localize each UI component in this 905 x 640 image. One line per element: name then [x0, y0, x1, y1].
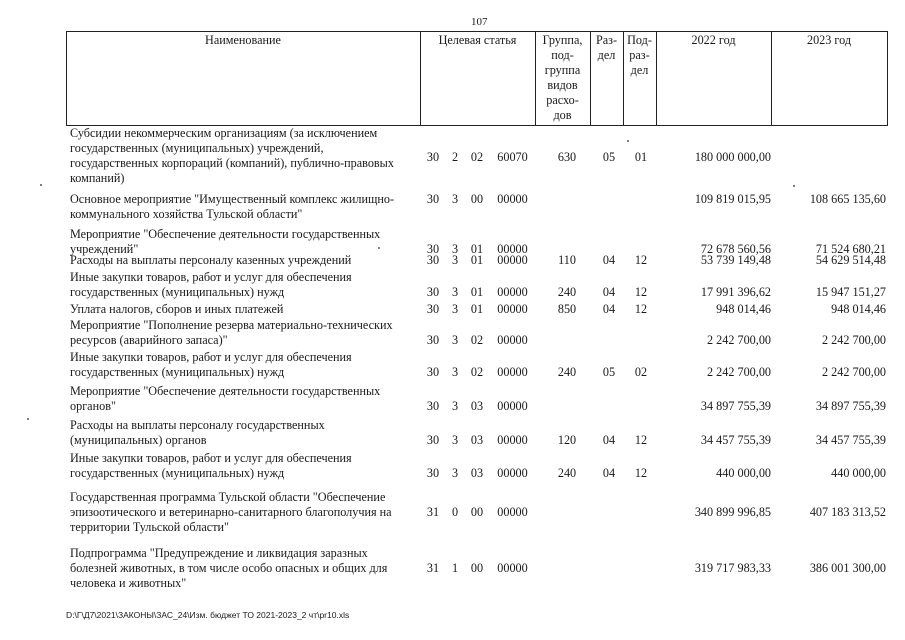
row-name-line: государственных (муниципальных) нужд — [70, 285, 285, 299]
header-top-border — [66, 31, 888, 32]
cell-c3: 03 — [470, 466, 484, 480]
cell-c1: 30 — [426, 433, 440, 447]
cell-y2022: 53 739 149,48 — [700, 253, 771, 267]
cell-y2023: 71 524 680,21 — [815, 242, 886, 256]
page-number: 107 — [471, 16, 488, 28]
cell-y2023: 407 183 313,52 — [809, 505, 886, 519]
cell-c4: 60070 — [497, 150, 528, 164]
cell-c3: 01 — [470, 302, 484, 316]
cell-c3: 01 — [470, 285, 484, 299]
cell-y2022: 17 991 396,62 — [700, 285, 771, 299]
row-name-line: органов" — [70, 399, 116, 413]
cell-section: 04 — [602, 302, 616, 316]
cell-c2: 3 — [451, 466, 459, 480]
cell-group: 120 — [557, 433, 577, 447]
cell-y2023: 2 242 700,00 — [822, 365, 886, 379]
header-2022: 2022 год — [691, 33, 736, 47]
cell-c2: 3 — [451, 242, 459, 256]
cell-c2: 3 — [451, 365, 459, 379]
cell-y2023: 54 629 514,48 — [815, 253, 886, 267]
scan-speck — [627, 140, 629, 142]
cell-group: 630 — [557, 150, 577, 164]
cell-y2022: 2 242 700,00 — [707, 333, 771, 347]
row-name-line: Мероприятие "Пополнение резерва материально-технических — [70, 318, 393, 332]
cell-c3: 03 — [470, 433, 484, 447]
cell-group: 110 — [558, 253, 576, 267]
row-name-line: Расходы на выплаты персоналу государственных — [70, 418, 325, 432]
header-target: Целевая статья — [438, 33, 517, 47]
row-name-line: Мероприятие "Обеспечение деятельности государственных — [70, 227, 381, 241]
cell-c1: 30 — [426, 192, 440, 206]
cell-c1: 31 — [426, 561, 440, 575]
cell-c4: 00000 — [497, 433, 528, 447]
scan-speck — [793, 185, 795, 187]
row-name-line: Субсидии некоммерческим организациям (за исключением — [70, 126, 378, 140]
cell-c2: 3 — [451, 253, 459, 267]
header-section — [590, 33, 623, 63]
cell-section: 05 — [602, 365, 616, 379]
cell-y2022: 34 897 755,39 — [700, 399, 771, 413]
cell-c4: 00000 — [497, 399, 528, 413]
cell-subsection: 12 — [634, 253, 648, 267]
cell-c4: 00000 — [497, 253, 528, 267]
cell-subsection: 02 — [634, 365, 648, 379]
cell-y2023: 386 001 300,00 — [809, 561, 886, 575]
cell-c2: 2 — [451, 150, 459, 164]
cell-c3: 01 — [470, 242, 484, 256]
row-name-line: Уплата налогов, сборов и иных платежей — [70, 302, 284, 316]
scan-speck — [378, 247, 380, 249]
cell-c1: 30 — [426, 333, 440, 347]
cell-c4: 00000 — [497, 242, 528, 256]
cell-y2022: 72 678 560,56 — [700, 242, 771, 256]
row-name-line: Основное мероприятие "Имущественный комплекс жилищно- — [70, 192, 395, 206]
cell-c3: 02 — [470, 333, 484, 347]
cell-c3: 00 — [470, 561, 484, 575]
header-subsection-line: дел — [630, 63, 649, 77]
cell-c2: 3 — [451, 433, 459, 447]
cell-c2: 3 — [451, 399, 459, 413]
row-name-line: Иные закупки товаров, работ и услуг для обеспечения — [70, 451, 352, 465]
cell-c1: 30 — [426, 285, 440, 299]
header-subsection — [623, 33, 656, 78]
row-name-line: Иные закупки товаров, работ и услуг для обеспечения — [70, 270, 352, 284]
row-name-line: территории Тульской области" — [70, 520, 230, 534]
cell-c3: 00 — [470, 192, 484, 206]
cell-c2: 1 — [451, 561, 459, 575]
cell-c2: 0 — [451, 505, 459, 519]
row-name-line: государственных (муниципальных) нужд — [70, 466, 285, 480]
cell-group: 240 — [557, 466, 577, 480]
row-name-line: государственных корпораций (компаний), публично-правовых — [70, 156, 394, 170]
cell-c4: 00000 — [497, 285, 528, 299]
header-subsection-line: Под- — [627, 33, 652, 47]
cell-c1: 30 — [426, 365, 440, 379]
cell-y2023: 34 457 755,39 — [815, 433, 886, 447]
header-2023: 2023 год — [806, 33, 852, 47]
row-name-line: Государственная программа Тульской области "Обеспечение — [70, 490, 386, 504]
cell-c3: 02 — [470, 365, 484, 379]
cell-y2023: 2 242 700,00 — [822, 333, 886, 347]
col-border-right — [887, 31, 888, 126]
cell-c1: 30 — [426, 302, 440, 316]
cell-subsection: 12 — [634, 433, 648, 447]
cell-c4: 00000 — [497, 505, 528, 519]
scan-speck — [27, 418, 29, 420]
cell-y2022: 109 819 015,95 — [694, 192, 771, 206]
cell-c4: 00000 — [497, 192, 528, 206]
row-name-line: болезней животных, в том числе особо опасных и общих для — [70, 561, 388, 575]
cell-subsection: 01 — [634, 150, 648, 164]
header-group-line: дов — [553, 108, 572, 122]
scan-speck — [40, 184, 42, 186]
row-name-line: (муниципальных) органов — [70, 433, 207, 447]
header-group — [535, 33, 590, 123]
cell-c1: 30 — [426, 399, 440, 413]
row-name-line: Подпрограмма "Предупреждение и ликвидация заразных — [70, 546, 368, 560]
cell-c2: 3 — [451, 302, 459, 316]
cell-c3: 01 — [470, 253, 484, 267]
row-name-line: Мероприятие "Обеспечение деятельности государственных — [70, 384, 381, 398]
cell-y2022: 440 000,00 — [716, 466, 771, 480]
header-group-line: Группа, — [542, 33, 583, 47]
cell-c3: 02 — [470, 150, 484, 164]
cell-section: 05 — [602, 150, 616, 164]
cell-y2022: 319 717 983,33 — [694, 561, 771, 575]
cell-y2023: 108 665 135,60 — [809, 192, 886, 206]
row-name-line: коммунального хозяйства Тульской области" — [70, 207, 303, 221]
row-name-line: учреждений" — [70, 242, 139, 256]
cell-y2023: 948 014,46 — [831, 302, 886, 316]
cell-c1: 30 — [426, 242, 440, 256]
row-name-line: Иные закупки товаров, работ и услуг для обеспечения — [70, 350, 352, 364]
cell-c4: 00000 — [497, 466, 528, 480]
header-section-line: дел — [597, 48, 616, 62]
cell-subsection: 12 — [634, 466, 648, 480]
cell-c2: 3 — [451, 285, 459, 299]
cell-c4: 00000 — [497, 302, 528, 316]
cell-c1: 30 — [426, 150, 440, 164]
cell-y2023: 15 947 151,27 — [815, 285, 886, 299]
cell-group: 240 — [557, 365, 577, 379]
cell-y2023: 34 897 755,39 — [815, 399, 886, 413]
cell-c2: 3 — [451, 333, 459, 347]
cell-c4: 00000 — [497, 333, 528, 347]
cell-y2023: 440 000,00 — [831, 466, 886, 480]
cell-c1: 30 — [426, 253, 440, 267]
cell-c2: 3 — [451, 192, 459, 206]
cell-y2022: 34 457 755,39 — [700, 433, 771, 447]
row-name-line: Расходы на выплаты персоналу казенных учреждений — [70, 253, 352, 267]
cell-y2022: 2 242 700,00 — [707, 365, 771, 379]
header-group-line: группа — [544, 63, 581, 77]
cell-section: 04 — [602, 253, 616, 267]
header-section-line: Раз- — [595, 33, 618, 47]
row-name-line: компаний) — [70, 171, 125, 185]
header-subsection-line: раз- — [629, 48, 650, 62]
cell-c1: 30 — [426, 466, 440, 480]
row-name-line: государственных (муниципальных) нужд — [70, 365, 285, 379]
footer-file-path: D:\Г\Д7\2021\ЗАКОНЫ\ЗАС_24\Изм. бюджет ТО 2021-2023_2 чт\pr10.xls — [66, 610, 350, 620]
row-name-line: эпизоотического и ветеринарно-санитарного благополучия на — [70, 505, 392, 519]
header-name: Наименование — [205, 33, 281, 47]
cell-group: 850 — [557, 302, 577, 316]
header-group-line: расхо- — [546, 93, 579, 107]
cell-c3: 00 — [470, 505, 484, 519]
cell-section: 04 — [602, 466, 616, 480]
row-name-line: ресурсов (аварийного запаса)" — [70, 333, 228, 347]
cell-section: 04 — [602, 433, 616, 447]
row-name-line: государственных (муниципальных) учреждений, — [70, 141, 324, 155]
cell-c4: 00000 — [497, 365, 528, 379]
header-group-line: под- — [551, 48, 574, 62]
row-name-line: человека и животных" — [70, 576, 187, 590]
cell-section: 04 — [602, 285, 616, 299]
header-group-line: видов — [547, 78, 578, 92]
cell-subsection: 12 — [634, 302, 648, 316]
cell-subsection: 12 — [634, 285, 648, 299]
cell-y2022: 180 000 000,00 — [694, 150, 771, 164]
cell-group: 240 — [557, 285, 577, 299]
cell-y2022: 340 899 996,85 — [694, 505, 771, 519]
cell-c3: 03 — [470, 399, 484, 413]
cell-c4: 00000 — [497, 561, 528, 575]
cell-c1: 31 — [426, 505, 440, 519]
cell-y2022: 948 014,46 — [716, 302, 771, 316]
